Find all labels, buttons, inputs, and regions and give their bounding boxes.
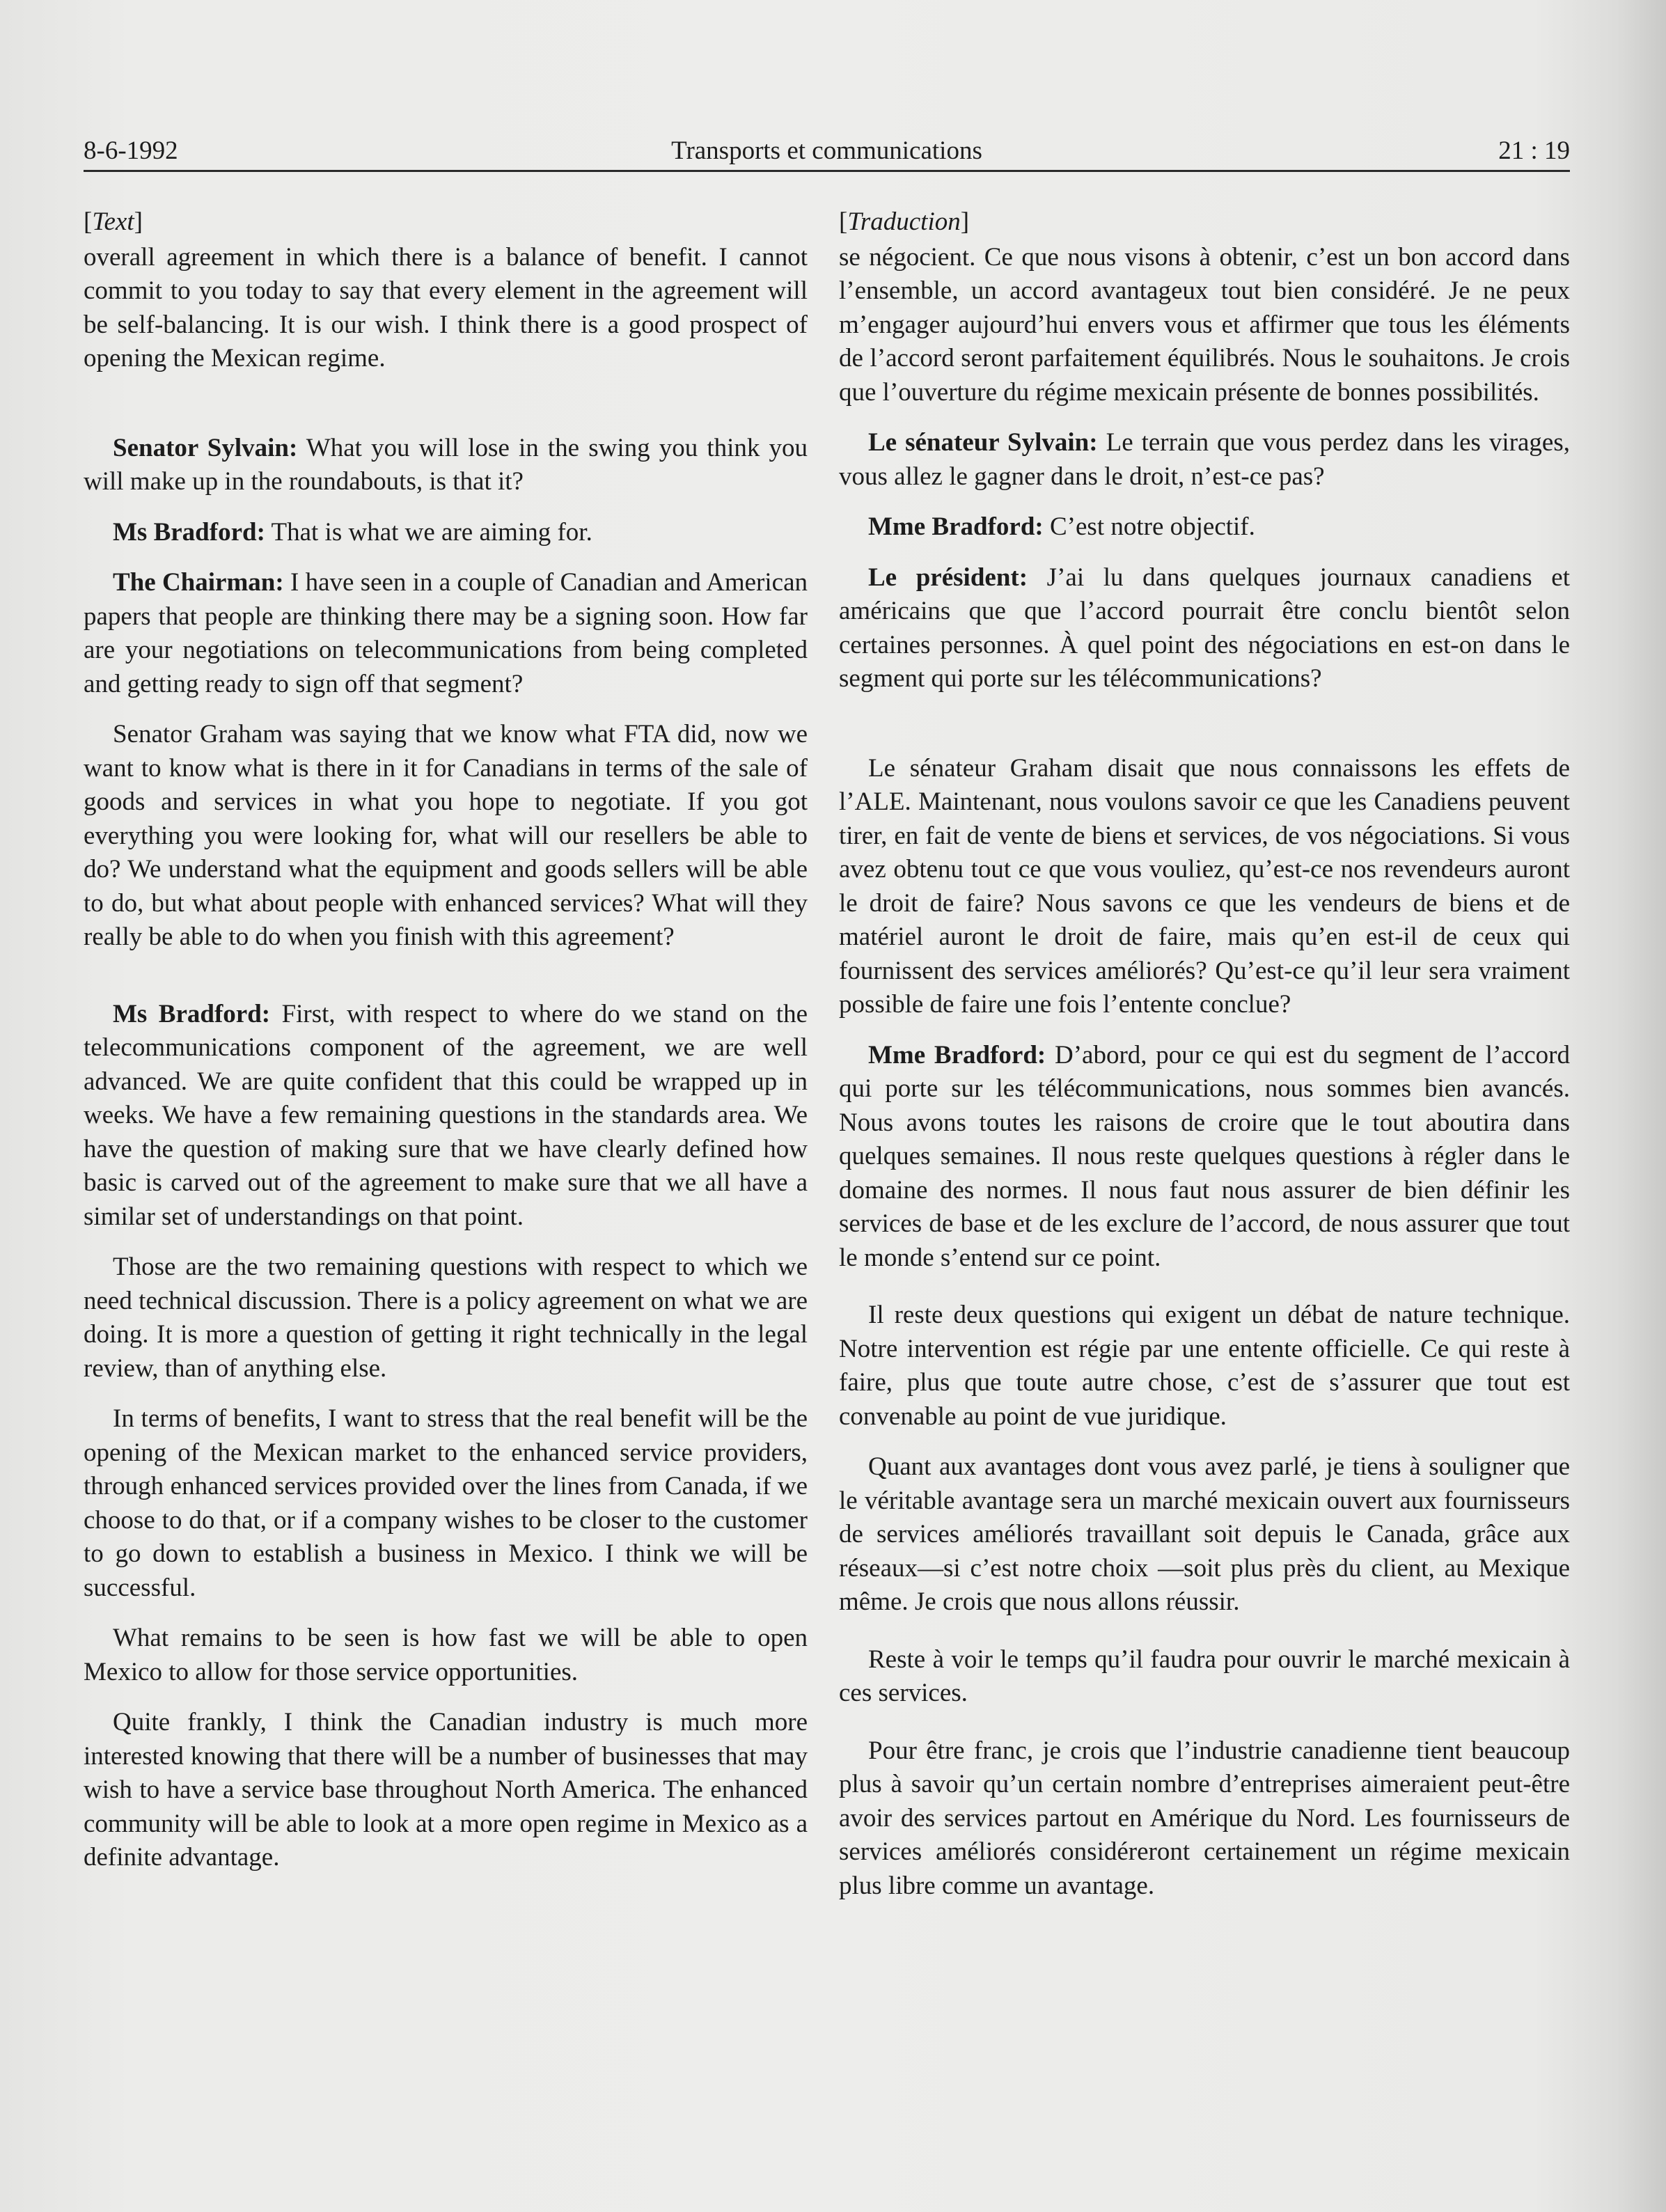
paragraph-fr-3 [839, 561, 1570, 696]
paragraph-en-6 [84, 1250, 808, 1386]
paragraph-text: In terms of benefits, I want to stress that the real benefit will be the opening of the Mexican market to the enhanced service providers, through enhanced services provided over the lines from Canada, if we choose to do that, or if a company wishes to be closer to the customer to go down to establish a business in Mexico. I think we will be successful. [84, 1404, 808, 1602]
french-column [839, 205, 1570, 1903]
paragraph-fr-2 [839, 510, 1570, 544]
header-page-number: 21 : 19 [1498, 136, 1570, 165]
paragraph-en-4 [84, 718, 808, 955]
paragraph-text: First, with respect to where do we stand on the telecommunications component of the agreement, we are well advanced. We are quite confident that this could be wrapped up in weeks. We have a few remaining questions in the standards area. We have the question of making sure that we have clearly defined how basic is carved out of the agreement to make sure that we all have a similar set of understandings on that point. [84, 999, 808, 1231]
paragraph-fr-7 [839, 1450, 1570, 1619]
paragraph-en-8 [84, 1622, 808, 1689]
speaker-name: Ms Bradford: [113, 999, 271, 1028]
english-column-label: [Text] [84, 207, 143, 236]
paragraph-en-1 [84, 432, 808, 499]
paragraph-text: C’est notre objectif. [1050, 512, 1255, 541]
paragraph-en-7 [84, 1402, 808, 1605]
paragraph-text: Quant aux avantages dont vous avez parlé, je tiens à souligner que le véritable avantage sera un marché mexicain ouvert aux fournisseurs de services améliorés travaillant soit depuis le Canada, grâce aux réseaux—si c’est notre choix —soit plus près du client, au Mexique même. Je crois que nous allons réussir. [839, 1452, 1570, 1616]
paragraph-text: D’abord, pour ce qui est du segment de l’accord qui porte sur les télécommunications, nous sommes bien avancés. Nous avons toutes les raisons de croire que le tout aboutira dans quelques semaines. Il nous reste quelques questions à régler dans le domaine des normes. Il nous faut nous assurer de bien définir les services de base et de les exclure de l’accord, de nous assurer que tout le monde s’entend sur ce point. [839, 1040, 1570, 1272]
speaker-name: Mme Bradford: [868, 1040, 1046, 1069]
paragraph-text: Those are the two remaining questions with respect to which we need technical discussion. There is a policy agreement on what we are doing. It is more a question of getting it right technically in the legal review, than of anything else. [84, 1253, 808, 1383]
paragraph-text: Pour être franc, je crois que l’industrie canadienne tient beaucoup plus à savoir qu’un certain nombre d’entreprises aimeraient peut-être avoir des services partout en Amérique du Nord. Les fournisseurs de services améliorés considéreront certainement un régime mexicain plus libre comme un avantage. [839, 1736, 1570, 1900]
header-date: 8-6-1992 [84, 136, 178, 165]
paragraph-text: I have seen in a couple of Canadian and American papers that people are thinking there may be a signing soon. How far are your negotiations on telecommunications from being completed and getting ready to sign off that segment? [84, 568, 808, 698]
paragraph-fr-9 [839, 1734, 1570, 1904]
paragraph-text: What you will lose in the swing you think you will make up in the roundabouts, is that it? [84, 433, 808, 496]
paragraph-text: se négocient. Ce que nous visons à obtenir, c’est un bon accord dans l’ensemble, un accord avantageux tout bien considéré. Je ne peux m’engager aujourd’hui envers vous et affirmer que tous les éléments de l’accord seront parfaitement équilibrés. Nous le souhaitons. Je crois que l’ouverture du régime mexicain présente de bonnes possibilités. [839, 242, 1570, 407]
paragraph-en-0 [84, 241, 808, 376]
speaker-name: Le sénateur Sylvain: [868, 428, 1098, 457]
french-column-label: [Traduction] [839, 207, 970, 236]
paragraph-en-2 [84, 516, 808, 550]
paragraph-fr-8 [839, 1643, 1570, 1711]
speaker-name: Senator Sylvain: [113, 433, 298, 462]
paragraph-en-3 [84, 566, 808, 701]
english-column [84, 205, 808, 1875]
paragraph-text: Quite frankly, I think the Canadian industry is much more interested knowing that there will be a number of businesses that may wish to have a service base throughout North America. The enhanced community will be able to look at a more open regime in Mexico as a definite advantage. [84, 1708, 808, 1872]
paragraph-text: overall agreement in which there is a balance of benefit. I cannot commit to you today to say that every element in the agreement will be self-balancing. It is our wish. I think there is a good prospect of opening the Mexican regime. [84, 242, 808, 372]
paragraph-fr-6 [839, 1299, 1570, 1434]
speaker-name: Le président: [868, 563, 1028, 592]
paragraph-fr-5 [839, 1039, 1570, 1276]
paragraph-text: Senator Graham was saying that we know what FTA did, now we want to know what is there in it for Canadians in terms of the sale of goods and services in what you hope to negotiate. If you got everything you were looking for, what will our resellers be able to do? We understand what the equipment and goods sellers will be able to do, but what about people with enhanced services? What will they really be able to do when you finish with this agreement? [84, 720, 808, 951]
speaker-name: The Chairman: [113, 568, 284, 597]
speaker-name: Ms Bradford: [113, 517, 265, 547]
paragraph-text: That is what we are aiming for. [271, 517, 592, 547]
paragraph-text: Le sénateur Graham disait que nous connaissons les effets de l’ALE. Maintenant, nous voulons savoir ce que les Canadiens peuvent tirer, en fait de vente de biens et services, de vos négociations. Si vous avez obtenu tout ce que vous vouliez, qu’est-ce nos revendeurs auront le droit de faire? Nous savons ce que les vendeurs de biens et de matériel auront le droit de faire, mais qu’en est-il de ceux qui fournissent des services améliorés? Qu’est-ce qu’il leur sera vraiment possible de faire une fois l’entente conclue? [839, 753, 1570, 1019]
page-header [84, 132, 1570, 172]
header-title: Transports et communications [671, 136, 982, 165]
paragraph-text: Le terrain que vous perdez dans les virages, vous allez le gagner dans le droit, n’est-ce pas? [839, 428, 1571, 491]
paragraph-text: J’ai lu dans quelques journaux canadiens et américains que que l’accord pourrait être conclu bientôt selon certaines personnes. À quel point des négociations en est-on dans le segment qui porte sur les télécommunications? [839, 563, 1571, 693]
paragraph-en-5 [84, 998, 808, 1234]
paragraph-fr-4 [839, 752, 1570, 1022]
paragraph-text: Reste à voir le temps qu’il faudra pour ouvrir le marché mexicain à ces services. [839, 1645, 1570, 1707]
paragraph-text: What remains to be seen is how fast we will be able to open Mexico to allow for those service opportunities. [84, 1624, 808, 1686]
paragraph-text: Il reste deux questions qui exigent un débat de nature technique. Notre intervention est régie par une entente officielle. Ce qui reste à faire, plus que toute autre chose, c’est de s’assurer que tout est convenable au point de vue juridique. [839, 1301, 1570, 1431]
paragraph-fr-1 [839, 426, 1570, 494]
speaker-name: Mme Bradford: [868, 512, 1044, 541]
paragraph-en-9 [84, 1706, 808, 1875]
paragraph-fr-0 [839, 241, 1570, 410]
